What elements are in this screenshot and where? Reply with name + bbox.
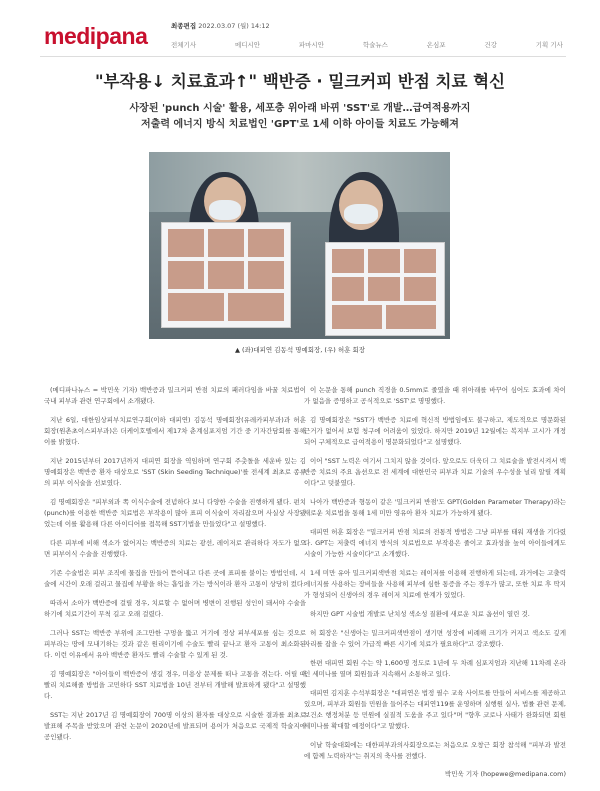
- photo-caption: ▲ (좌)대피연 김동석 명예회장, (우) 허훈 회장: [234, 346, 366, 354]
- site-logo[interactable]: medipana: [44, 23, 148, 49]
- date-label: 최종편집: [171, 22, 197, 30]
- article-body-left-column: [44, 385, 306, 751]
- article-body-right-column: [304, 385, 566, 770]
- site-header: [0, 0, 600, 56]
- paragraph: 기존 수술법은 피부 조직에 물집을 만들어 뜯어내고 다른 곳에 표피를 붙이는 방법인데, 시술에 시간이 오래 걸리고 물집에 부황을 하는 흡입을 가는 방식이라 환자 고통이 상당히 컸다.: [44, 569, 306, 588]
- paragraph: 따라서 소아가 백반증에 걸릴 경우, 치료할 수 없어며 병변이 진행된 성인이 돼서야 수술을 하기에 치료기간이 무척 길고 오래 걸렸다.: [44, 599, 306, 618]
- nav-item-all[interactable]: 전체기사: [171, 41, 197, 49]
- paragraph: 1세 미만 유아 밀크커피색반점 치료는 레이저를 이용해 진행하게 되는데, 과거에는 고출력 에너지를 사용하는 장비들을 사용해 피부에 심한 통증을 주는 경우가 많고, 또한 치료 후 딱지가 형성되어 신생아의 경우 레이저 치료에 한계가 있었다.: [304, 569, 566, 599]
- nav-item-academic[interactable]: 학술뉴스: [362, 41, 388, 49]
- nav-item-health[interactable]: 건강: [484, 41, 497, 49]
- paragraph: 대피연 김지훈 수석부회장은 "대피연은 법정 필수 교육 사이트를 만들어 서비스를 제공하고 있으며, 피부과 회원들 민원을 들어주는 대피연119를 운영하며 실행원 실사, 법률 관련 문제, 보건소 행정처분 등 민원에 실질적 도움을 주고 있다"며 "향후 코로나 사태가 완화되면 회원 세미나를 확대할 예정이다"고 말했다.: [304, 689, 566, 730]
- paragraph: 나아가 백반증과 형동이 같은 '밀크커피 반점'도 GPT(Golden Parameter Therapy)라는 새로운 치료법을 통해 1세 미만 영유아 환자 치료가 가능하게 됐다.: [304, 498, 566, 517]
- paragraph: 김 명예회장은 "SST가 백반증 치료에 혁신적 방법임에도 불구하고, 제도적으로 명문화된 근거가 없어서 보험 청구에 어려움이 있었다. 하지만 2019년 12월에는 복지부 고시가 개정되어 구체적으로 급여적용이 명문화되었다"고 설명했다.: [304, 416, 566, 446]
- nav-item-onsympo[interactable]: 온심포: [426, 41, 446, 49]
- photo-mask-left: [209, 200, 241, 220]
- paragraph: 이어 "SST 노력은 여기서 그치지 않을 것이다. 앞으로도 더욱더 그 치료술을 발전시켜서 백반증 치료의 주요 옵션으로 전 세계에 대한민국 피부과 치료 기술의 우수성을 널리 알릴 계획이다"고 덧붙였다.: [304, 457, 566, 487]
- paragraph: 이 논문을 통해 punch 직경을 0.5mm로 줄였을 때 위아래를 바꾸어 심어도 효과에 차이가 없음을 증명하고 공식적으로 'SST'로 명명했다.: [304, 386, 566, 405]
- paragraph: (메디파나뉴스 = 박민욱 기자) 백반증과 밀크커피 반점 치료의 패러다임을 바꿀 치료법이 국내 피부과 관련 연구회에서 소개됐다.: [44, 386, 306, 405]
- article-subhead-2: 저출력 에너지 방식 치료법인 'GPT'로 1세 이하 아이들 치료도 가능해져: [141, 119, 459, 130]
- paragraph: 지난 6일, 대한임상피부치료연구회(이하 대피연) 김동석 명예회장(유레카피부과)과 허훈 회장(원촌초이스피부과)은 더케이호텔에서 제17차 춘계심포지엄 기간 중 기자간담회를 통해 이를 밝혔다.: [44, 416, 306, 446]
- paragraph: SST는 지난 2017년 김 명예회장이 700명 이상의 환자를 대상으로 시술한 결과를 최초로 발표해 주목을 받았으며 관련 논문이 2020년에 발표되며 용어가 처음으로 국제적 학술지에 공인됐다.: [44, 711, 306, 741]
- article-subhead-1: 사장된 'punch 시술' 활용, 세포층 위아래 바뀌 'SST'로 개발…급여적용까지: [129, 103, 471, 114]
- paragraph: 김 명예회장은 "아이들이 백반증이 생길 경우, 미용상 문제를 떠나 고통을 겪는다. 어릴 때 빨리 치료해줄 방법을 고민하다 SST 치료법을 10년 전부터 개발해 발표하게 됐다"고 설명했다.: [44, 670, 306, 700]
- photo-board-right: [325, 242, 445, 336]
- paragraph: 한편 대피연 회원 수는 약 1,600명 정도로 1년에 두 차례 심포지엄과 지난해 11차례 온라인 세미나를 열며 회원들과 지속해서 소통하고 있다.: [304, 659, 566, 678]
- nav-item-medician[interactable]: 메디시안: [234, 41, 261, 49]
- date-value: 2022.03.07 (월) 14:12: [198, 22, 270, 30]
- photo-mask-right: [344, 204, 378, 224]
- paragraph: 김 명예회장은 "피부외과 쪽 이식수술에 전념하다 보니 다양한 수술을 진행하게 됐다. 펀치(punch)를 이용한 백반증 치료법은 부작용이 많아 표피 이식술이 자리잡으며 사실상 사장됐었는데 이를 활용해 다른 아이디어를 접목해 SST기법을 만들었다"고 설명했다.: [44, 498, 306, 528]
- paragraph: 지난 2015년부터 2017년까지 대피연 회장을 역임하며 연구회 주춧돌을 세운바 있는 김 명예회장은 백반증 환자 대상으로 'SST (Skin Seeding Technique)'를 전세계 최초로 종류의 피부 이식술을 선보였다.: [44, 457, 306, 487]
- paragraph: 대피연 허훈 회장은 "밀크커피 반점 치료의 전통적 방법은 그냥 피부를 태워 재생을 기다렸다. GPT는 저출력 에너지 방식의 치료법으로 부작용은 줄이고 효과성을 높여 아이들에게도 시술이 가능한 시술이다"고 소개했다.: [304, 528, 566, 558]
- paragraph: 하지만 GPT 시술법 개발로 난치성 색소성 질환에 새로운 치료 옵션이 열린 것.: [310, 610, 530, 618]
- paragraph: 허 회장은 "신생아는 밀크커피색반점이 생기면 성장에 비례해 크기가 커지고 색소도 깊게 자리를 잡을 수 있어 가급적 빠른 시기에 치료가 필요하다"고 강조했다.: [304, 629, 566, 648]
- photo-board-left: [161, 222, 291, 328]
- article-headline: "부작용↓ 치료효과↑" 백반증 · 밀크커피 반점 치료 혁신: [94, 72, 506, 91]
- press-photo: [149, 152, 450, 339]
- main-nav: [171, 40, 563, 49]
- header-divider: [40, 56, 566, 57]
- last-edited-date: [171, 21, 270, 30]
- paragraph: 그러나 SST는 백반증 부위에 조그만한 구멍을 뚫고 거기에 정상 피부세포를 심는 것으로 피부라는 땅에 모내기하는 것과 같은 원리이기에 수술도 빨리 끝나고 환자 고통이 최소화된다. 이런 이유에서 유아 백반증 환자도 빨리 수술할 수 있게 된 것.: [44, 629, 306, 659]
- nav-item-pharmacian[interactable]: 파마시안: [298, 41, 324, 49]
- article-byline: 박민욱 기자 (hopewe@medipana.com): [444, 770, 566, 778]
- paragraph: 이날 학술대회에는 대한피부과의사회장으로는 처음으로 오창근 회장 참석해 "피부과 발전에 함께 노력하자"는 취지의 축사를 전했다.: [304, 741, 566, 760]
- paragraph: 다른 피부에 비해 색소가 없어지는 백반증의 치료는 광선, 레이저로 관리하다 자도가 없으면 피부이식 수술을 진행했다.: [44, 539, 306, 558]
- nav-item-feature[interactable]: 기획 기사: [535, 41, 563, 49]
